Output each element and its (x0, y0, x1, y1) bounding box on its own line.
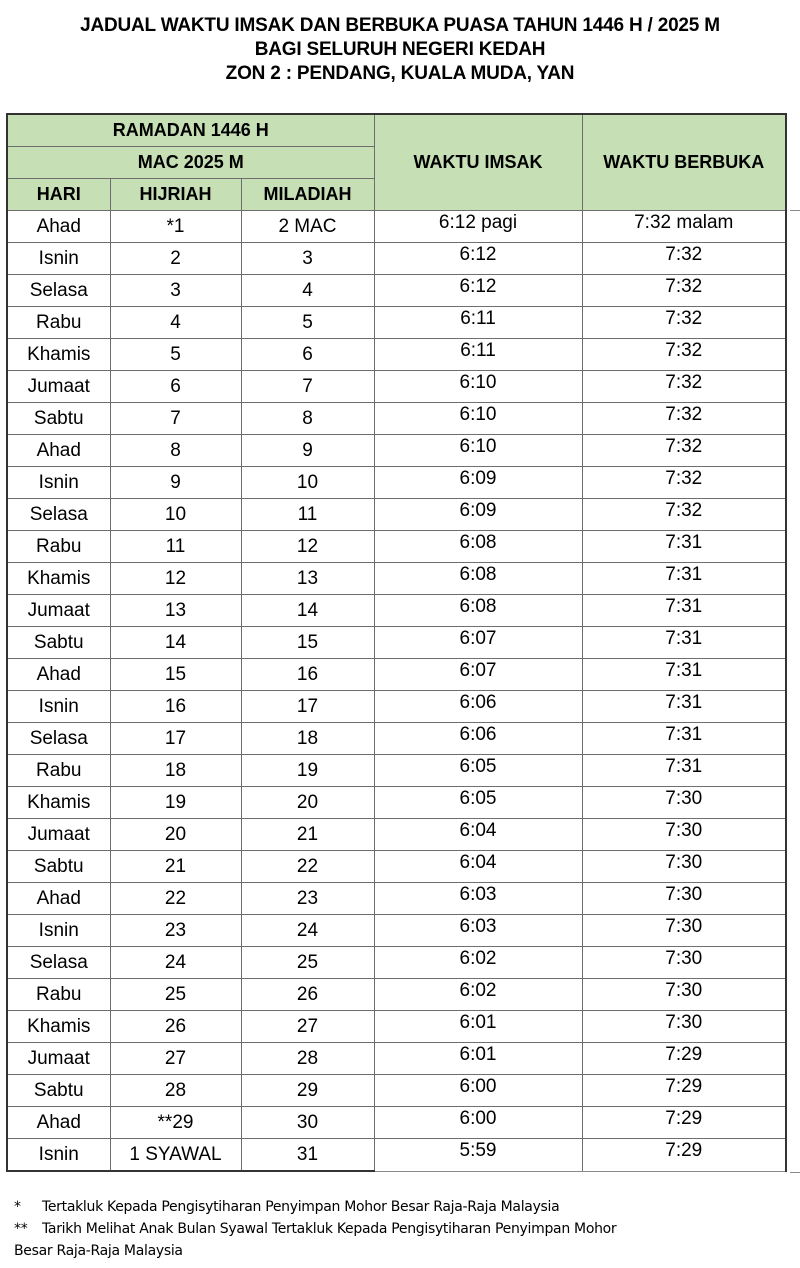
cell-waktu-berbuka: 7:32 (582, 467, 786, 499)
cell-hijriah: 18 (110, 755, 241, 787)
cell-miladiah: 8 (241, 403, 374, 435)
cell-waktu-berbuka: 7:32 (582, 275, 786, 307)
cell-hari: Khamis (7, 563, 110, 595)
cell-hijriah: 24 (110, 947, 241, 979)
cell-miladiah: 3 (241, 243, 374, 275)
header-miladiah: MILADIAH (241, 179, 374, 211)
cell-hari: Isnin (7, 243, 110, 275)
table-row (7, 243, 786, 275)
cell-waktu-berbuka: 7:32 (582, 403, 786, 435)
cell-miladiah: 4 (241, 275, 374, 307)
cell-waktu-berbuka: 7:30 (582, 979, 786, 1011)
cell-waktu-imsak: 6:04 (374, 819, 582, 851)
cell-hari: Selasa (7, 275, 110, 307)
cell-miladiah: 20 (241, 787, 374, 819)
cell-miladiah: 7 (241, 371, 374, 403)
cell-miladiah: 23 (241, 883, 374, 915)
cell-hijriah: 11 (110, 531, 241, 563)
cell-hijriah: 15 (110, 659, 241, 691)
cell-hari: Ahad (7, 211, 110, 243)
cell-hari: Khamis (7, 339, 110, 371)
cell-waktu-imsak: 6:10 (374, 371, 582, 403)
cell-miladiah: 16 (241, 659, 374, 691)
table-row (7, 1011, 786, 1043)
cell-hijriah: 8 (110, 435, 241, 467)
table-row (7, 883, 786, 915)
header-hijriah: HIJRIAH (110, 179, 241, 211)
cell-waktu-imsak: 6:10 (374, 403, 582, 435)
cell-miladiah: 24 (241, 915, 374, 947)
footnotes (14, 1196, 794, 1262)
table-row (7, 755, 786, 787)
cell-waktu-berbuka: 7:31 (582, 723, 786, 755)
cell-hijriah: 14 (110, 627, 241, 659)
cell-hari: Rabu (7, 979, 110, 1011)
cell-waktu-berbuka: 7:31 (582, 755, 786, 787)
cell-waktu-imsak: 6:06 (374, 691, 582, 723)
cell-waktu-imsak: 6:08 (374, 531, 582, 563)
cell-hijriah: 26 (110, 1011, 241, 1043)
cell-waktu-berbuka: 7:30 (582, 947, 786, 979)
cell-waktu-berbuka: 7:29 (582, 1043, 786, 1075)
cell-miladiah: 10 (241, 467, 374, 499)
cell-hari: Sabtu (7, 1075, 110, 1107)
cell-hijriah: 19 (110, 787, 241, 819)
table-header (7, 114, 786, 211)
footnote-1 (14, 1196, 794, 1218)
header-month: MAC 2025 M (7, 147, 374, 179)
footnote-2-continuation: Besar Raja-Raja Malaysia (14, 1243, 183, 1259)
cell-hijriah: 13 (110, 595, 241, 627)
table-row (7, 339, 786, 371)
cell-hari: Isnin (7, 467, 110, 499)
cell-hijriah: 12 (110, 563, 241, 595)
cell-hijriah: 22 (110, 883, 241, 915)
cell-hari: Ahad (7, 883, 110, 915)
table-row (7, 627, 786, 659)
table-row (7, 915, 786, 947)
footnote-mark: ** (14, 1221, 28, 1237)
header-ramadan: RAMADAN 1446 H (7, 114, 374, 147)
cell-waktu-imsak: 5:59 (374, 1139, 582, 1172)
cell-hari: Isnin (7, 915, 110, 947)
cell-miladiah: 22 (241, 851, 374, 883)
cell-waktu-berbuka: 7:32 (582, 371, 786, 403)
cell-hari: Selasa (7, 723, 110, 755)
cell-waktu-berbuka: 7:31 (582, 595, 786, 627)
cell-hari: Jumaat (7, 1043, 110, 1075)
table-row (7, 851, 786, 883)
cell-waktu-berbuka: 7:32 (582, 435, 786, 467)
cell-waktu-imsak: 6:02 (374, 979, 582, 1011)
cell-waktu-imsak: 6:08 (374, 563, 582, 595)
cell-hari: Ahad (7, 435, 110, 467)
table-row (7, 787, 786, 819)
document-title (0, 14, 800, 86)
cell-waktu-imsak: 6:03 (374, 915, 582, 947)
cell-hijriah: 16 (110, 691, 241, 723)
table-row (7, 659, 786, 691)
table-row (7, 211, 786, 243)
cell-waktu-berbuka: 7:31 (582, 563, 786, 595)
title-line-3: ZON 2 : PENDANG, KUALA MUDA, YAN (225, 63, 575, 84)
cell-waktu-berbuka: 7:29 (582, 1107, 786, 1139)
cell-waktu-imsak: 6:05 (374, 787, 582, 819)
cell-waktu-berbuka: 7:32 (582, 339, 786, 371)
cell-miladiah: 28 (241, 1043, 374, 1075)
cell-waktu-imsak: 6:12 (374, 243, 582, 275)
title-line-2: BAGI SELURUH NEGERI KEDAH (254, 39, 546, 60)
cell-waktu-berbuka: 7:29 (582, 1075, 786, 1107)
cell-miladiah: 9 (241, 435, 374, 467)
cell-hijriah: 27 (110, 1043, 241, 1075)
cell-hijriah: 1 SYAWAL (110, 1139, 241, 1172)
cell-hari: Sabtu (7, 403, 110, 435)
table-row (7, 563, 786, 595)
cell-waktu-imsak: 6:02 (374, 947, 582, 979)
cell-waktu-berbuka: 7:32 (582, 243, 786, 275)
cell-hari: Selasa (7, 947, 110, 979)
table-row (7, 467, 786, 499)
cell-miladiah: 13 (241, 563, 374, 595)
cell-waktu-berbuka: 7:32 (582, 499, 786, 531)
cell-hijriah: *1 (110, 211, 241, 243)
cell-miladiah: 30 (241, 1107, 374, 1139)
cell-miladiah: 11 (241, 499, 374, 531)
cell-hari: Ahad (7, 659, 110, 691)
cell-miladiah: 25 (241, 947, 374, 979)
cell-hari: Rabu (7, 307, 110, 339)
table-row (7, 403, 786, 435)
cell-miladiah: 27 (241, 1011, 374, 1043)
cell-waktu-berbuka: 7:32 (582, 307, 786, 339)
cell-waktu-berbuka: 7:32 malam (582, 211, 786, 243)
table-row (7, 371, 786, 403)
cell-hari: Rabu (7, 531, 110, 563)
table-row (7, 307, 786, 339)
cell-hari: Jumaat (7, 595, 110, 627)
cell-hijriah: 10 (110, 499, 241, 531)
cell-hijriah: **29 (110, 1107, 241, 1139)
cell-hijriah: 6 (110, 371, 241, 403)
table-row (7, 435, 786, 467)
cell-waktu-berbuka: 7:30 (582, 851, 786, 883)
cell-waktu-imsak: 6:11 (374, 307, 582, 339)
cell-hari: Rabu (7, 755, 110, 787)
table-row (7, 1139, 786, 1172)
cell-hijriah: 7 (110, 403, 241, 435)
cell-waktu-berbuka: 7:31 (582, 531, 786, 563)
cell-miladiah: 5 (241, 307, 374, 339)
cell-miladiah: 21 (241, 819, 374, 851)
cell-hijriah: 25 (110, 979, 241, 1011)
cell-waktu-berbuka: 7:31 (582, 627, 786, 659)
table-row (7, 1043, 786, 1075)
cell-waktu-berbuka: 7:30 (582, 883, 786, 915)
table-row (7, 1107, 786, 1139)
cell-waktu-imsak: 6:01 (374, 1043, 582, 1075)
cell-hijriah: 4 (110, 307, 241, 339)
cell-waktu-imsak: 6:09 (374, 467, 582, 499)
cell-hari: Isnin (7, 1139, 110, 1172)
cell-miladiah: 17 (241, 691, 374, 723)
cell-waktu-imsak: 6:03 (374, 883, 582, 915)
table-row (7, 1075, 786, 1107)
table-row (7, 595, 786, 627)
header-waktu-berbuka: WAKTU BERBUKA (582, 114, 786, 211)
cell-waktu-imsak: 6:07 (374, 659, 582, 691)
cell-hijriah: 5 (110, 339, 241, 371)
cell-waktu-imsak: 6:11 (374, 339, 582, 371)
table-row (7, 723, 786, 755)
cell-hari: Selasa (7, 499, 110, 531)
footnote-text: Tarikh Melihat Anak Bulan Syawal Tertakluk Kepada Pengisytiharan Penyimpan Mohor (42, 1221, 617, 1237)
cell-miladiah: 26 (241, 979, 374, 1011)
cell-waktu-berbuka: 7:30 (582, 1011, 786, 1043)
cell-waktu-berbuka: 7:30 (582, 915, 786, 947)
cell-waktu-imsak: 6:12 (374, 275, 582, 307)
cell-waktu-imsak: 6:06 (374, 723, 582, 755)
cell-waktu-imsak: 6:04 (374, 851, 582, 883)
cell-hari: Sabtu (7, 627, 110, 659)
cell-hijriah: 17 (110, 723, 241, 755)
cell-waktu-imsak: 6:08 (374, 595, 582, 627)
cell-waktu-berbuka: 7:29 (582, 1139, 786, 1172)
cell-hijriah: 23 (110, 915, 241, 947)
table-body (7, 211, 786, 1172)
cell-hijriah: 9 (110, 467, 241, 499)
table-row (7, 979, 786, 1011)
cell-waktu-imsak: 6:00 (374, 1107, 582, 1139)
cell-miladiah: 12 (241, 531, 374, 563)
cell-waktu-imsak: 6:07 (374, 627, 582, 659)
cell-hari: Khamis (7, 1011, 110, 1043)
cell-waktu-imsak: 6:10 (374, 435, 582, 467)
cell-hijriah: 20 (110, 819, 241, 851)
cell-miladiah: 6 (241, 339, 374, 371)
cell-waktu-imsak: 6:12 pagi (374, 211, 582, 243)
header-waktu-imsak: WAKTU IMSAK (374, 114, 582, 211)
table-row (7, 819, 786, 851)
cell-hari: Jumaat (7, 819, 110, 851)
cell-waktu-berbuka: 7:31 (582, 659, 786, 691)
cell-hari: Ahad (7, 1107, 110, 1139)
cell-waktu-imsak: 6:09 (374, 499, 582, 531)
cell-waktu-berbuka: 7:30 (582, 787, 786, 819)
footnote-text: Tertakluk Kepada Pengisytiharan Penyimpan Mohor Besar Raja-Raja Malaysia (42, 1199, 560, 1215)
cell-miladiah: 31 (241, 1139, 374, 1172)
cell-miladiah: 18 (241, 723, 374, 755)
table-rule-extension (790, 1172, 800, 1173)
table-row (7, 499, 786, 531)
table-rule-extension (790, 210, 800, 211)
cell-miladiah: 29 (241, 1075, 374, 1107)
cell-hari: Sabtu (7, 851, 110, 883)
cell-miladiah: 15 (241, 627, 374, 659)
footnote-mark: * (14, 1199, 21, 1215)
table-row (7, 531, 786, 563)
cell-hijriah: 2 (110, 243, 241, 275)
cell-miladiah: 14 (241, 595, 374, 627)
cell-miladiah: 19 (241, 755, 374, 787)
footnote-2 (14, 1218, 794, 1240)
cell-waktu-berbuka: 7:30 (582, 819, 786, 851)
cell-hari: Jumaat (7, 371, 110, 403)
cell-miladiah: 2 MAC (241, 211, 374, 243)
table-row (7, 947, 786, 979)
header-hari: HARI (7, 179, 110, 211)
cell-waktu-imsak: 6:05 (374, 755, 582, 787)
cell-hari: Isnin (7, 691, 110, 723)
cell-waktu-imsak: 6:00 (374, 1075, 582, 1107)
cell-hijriah: 28 (110, 1075, 241, 1107)
cell-hijriah: 21 (110, 851, 241, 883)
cell-waktu-berbuka: 7:31 (582, 691, 786, 723)
cell-hari: Khamis (7, 787, 110, 819)
cell-hijriah: 3 (110, 275, 241, 307)
table-row (7, 691, 786, 723)
schedule-table (6, 113, 787, 1172)
cell-waktu-imsak: 6:01 (374, 1011, 582, 1043)
table-row (7, 275, 786, 307)
title-line-1: JADUAL WAKTU IMSAK DAN BERBUKA PUASA TAHUN 1446 H / 2025 M (80, 15, 720, 36)
